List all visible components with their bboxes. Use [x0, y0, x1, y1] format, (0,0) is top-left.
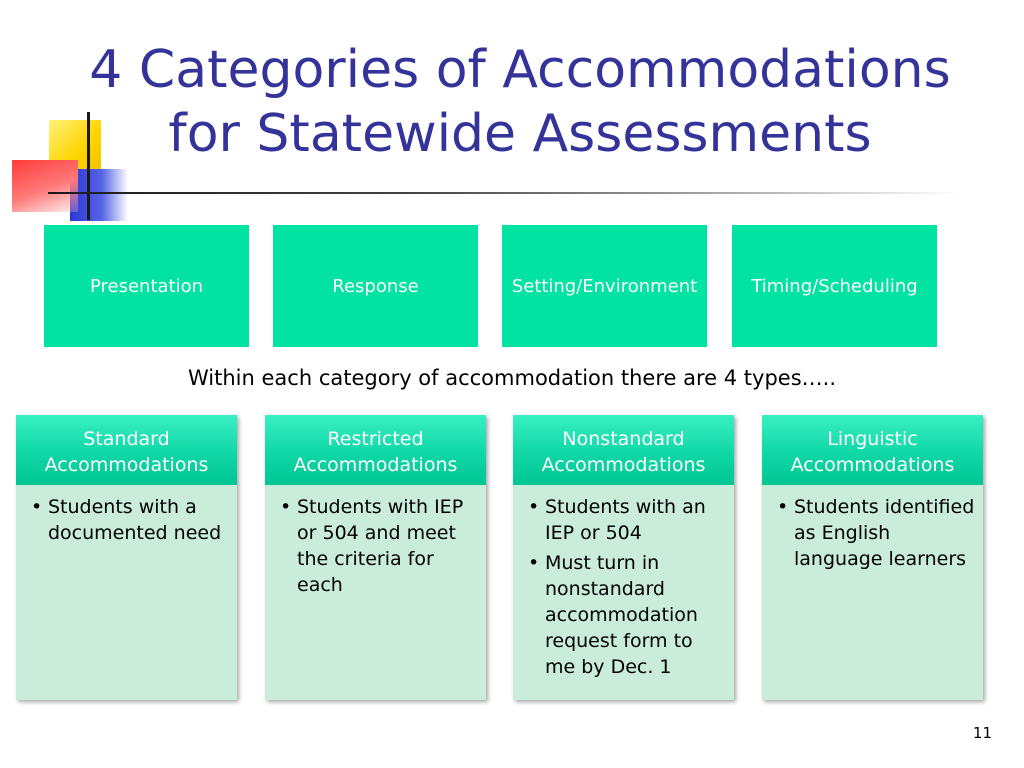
type-card-heading: [16, 415, 237, 485]
title-line-1: 4 Categories of Accommodations: [89, 40, 951, 100]
title-underline: [48, 192, 963, 194]
subtitle: Within each category of accommodation there are 4 types…..: [188, 366, 836, 390]
type-card-standard: [16, 415, 237, 700]
type-card-heading-line-2: Accommodations: [293, 454, 458, 476]
type-card-nonstandard: [513, 415, 734, 700]
bullet-item: • Students with a documented need: [28, 494, 229, 546]
type-card-heading: [513, 415, 734, 485]
bullet-item: • Students with an IEP or 504: [525, 494, 726, 546]
type-card-body: [265, 485, 486, 598]
category-response: Response: [273, 225, 478, 347]
category-row: [44, 225, 938, 347]
type-card-heading-line-2: Accommodations: [541, 454, 706, 476]
type-card-heading-line-2: Accommodations: [790, 454, 955, 476]
type-card-heading-line-1: Linguistic: [827, 428, 918, 450]
bullet-item: • Students identified as English language learners: [774, 494, 975, 572]
category-timing-scheduling: Timing/Scheduling: [732, 225, 937, 347]
type-card-heading: [265, 415, 486, 485]
type-card-restricted: [265, 415, 486, 700]
bullet-item: • Students with IEP or 504 and meet the criteria for each: [277, 494, 478, 598]
slide-title: [40, 38, 1000, 166]
type-card-body: [762, 485, 983, 572]
type-card-linguistic: [762, 415, 983, 700]
red-square-logo: [12, 160, 78, 212]
type-card-heading-line-1: Nonstandard: [562, 428, 685, 450]
category-presentation: Presentation: [44, 225, 249, 347]
type-card-heading-line-1: Standard: [83, 428, 170, 450]
type-card-body: [513, 485, 734, 680]
type-card-heading-line-2: Accommodations: [44, 454, 209, 476]
bullet-item: • Must turn in nonstandard accommodation request form to me by Dec. 1: [525, 550, 726, 680]
type-card-heading: [762, 415, 983, 485]
type-card-body: [16, 485, 237, 546]
category-setting-environment: Setting/Environment: [502, 225, 707, 347]
blue-square-logo: [70, 169, 128, 221]
page-number: 11: [972, 724, 992, 742]
type-card-heading-line-1: Restricted: [327, 428, 424, 450]
title-line-2: for Statewide Assessments: [168, 104, 872, 164]
